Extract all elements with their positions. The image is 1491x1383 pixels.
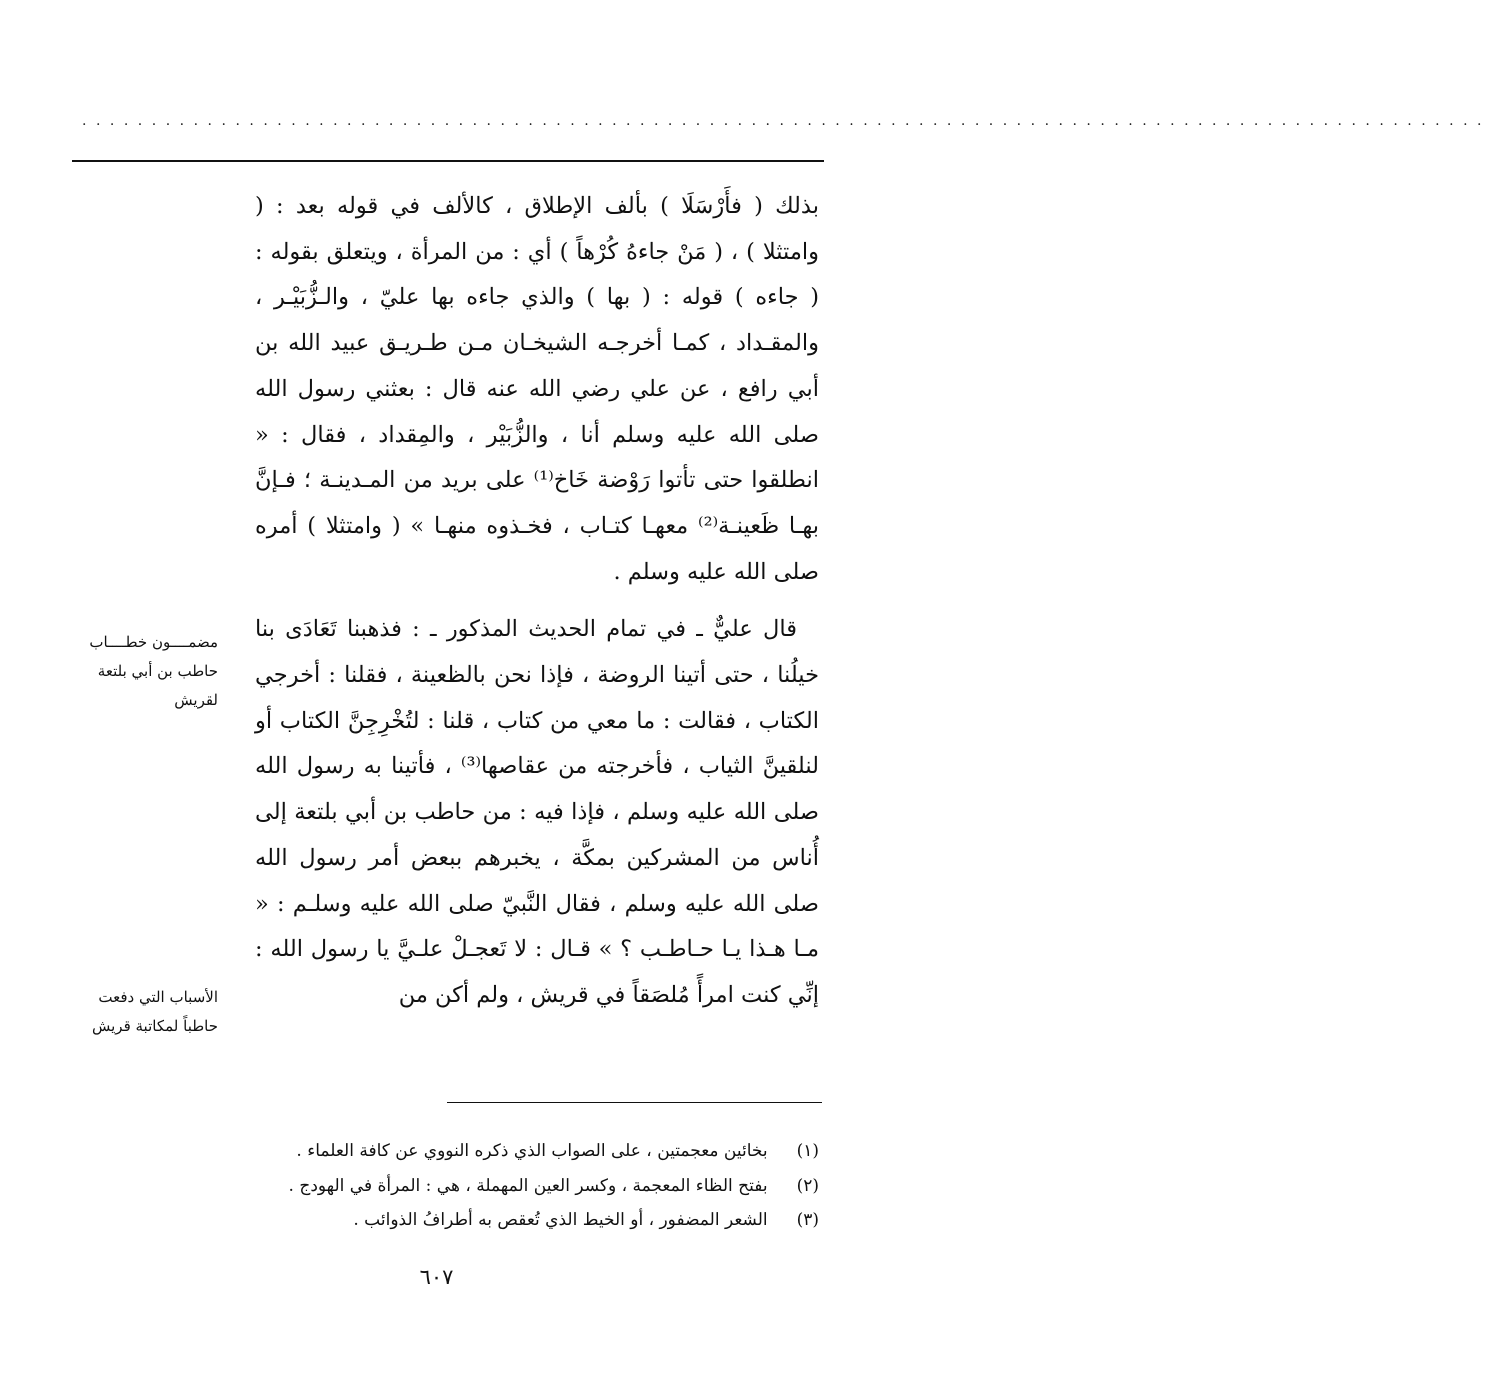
footnote-number: (١) <box>796 1141 819 1161</box>
page-number: ٦٠٧ <box>419 1265 454 1289</box>
paragraph-2: قال عليٌّ ـ في تمام الحديث المذكور ـ : فذهبنا تَعَادَى بنا خيلُنا ، حتى أتينا الروضة ، فإذا نحن بالظعينة ، فقلنا : أخرجي الكتاب ، فقالت : ما معي من كتاب ، قلنا : لتُخْرِجِنَّ الكتاب أو لنلقينَّ الثياب ، فأخرجته من عقاصها⁽³⁾ ، فأتينا به رسول الله صلى الله عليه وسلم ، فإذا فيه : من حاطب بن أبي بلتعة إلى أُناس من المشركين بمكَّة ، يخبرهم ببعض أمر رسول الله صلى الله عليه وسلم ، فقال النَّبيّ صلى الله عليه وسلـم : « مـا هـذا يـا حـاطـب ؟ » قـال : لا تَعجـلْ علـيَّ يا رسول الله : إنِّي كنت امرأً مُلصَقاً في قريش ، ولم أكن من <box>255 616 819 1008</box>
footnote-text: الشعر المضفور ، أو الخيط الذي تُعقص به أطرافُ الذوائب . <box>353 1210 768 1230</box>
footnote-2 <box>79 1169 819 1204</box>
sidenote-2: الأسباب التي دفعت حاطباً لمكاتبة قريش <box>92 988 218 1035</box>
sidenote-1: مضمــــون خطــــاب حاطب بن أبي بلتعة لقريش <box>89 633 218 709</box>
footnotes <box>79 1134 819 1238</box>
paragraph-1: بذلك ( فأَرْسَلَا ) بألف الإطلاق ، كالألف في قوله بعد : ( وامتثلا ) ، ( مَنْ جاءهُ كُرْهاً ) أي : من المرأة ، ويتعلق بقوله : ( جاءه ) قوله : ( بها ) والذي جاءه بها عليّ ، والـزُّبَيْـر ، والمقـداد ، كمـا أخرجـه الشيخـان مـن طـريـق عبيد الله بن أبي رافع ، عن علي رضي الله عنه قال : بعثني رسول الله صلى الله عليه وسلم أنا ، والزُّبَيْر ، والمِقداد ، فقال : « انطلقوا حتى تأتوا رَوْضة خَاخ⁽¹⁾ على بريد من المـدينـة ؛ فـإنَّ بهـا ظَعينـة⁽²⁾ معهـا كتـاب ، فخـذوه منهـا » ( وامتثلا ) أمره صلى الله عليه وسلم . <box>255 193 819 585</box>
footnote-text: بفتح الظاء المعجمة ، وكسر العين المهملة ، هي : المرأة في الهودج . <box>288 1175 768 1196</box>
header-rule <box>72 160 824 162</box>
footnote-number: (٢) <box>796 1175 819 1196</box>
footnote-3 <box>79 1203 819 1238</box>
footnote-text: بخائين معجمتين ، على الصواب الذي ذكره النووي عن كافة العلماء . <box>296 1141 768 1161</box>
footnote-number: (٣) <box>796 1210 819 1230</box>
main-text <box>255 184 819 1019</box>
footnote-1 <box>79 1134 819 1169</box>
footnote-rule <box>447 1102 822 1103</box>
header-dotted-line: ..................................................................................................... <box>82 113 1491 129</box>
